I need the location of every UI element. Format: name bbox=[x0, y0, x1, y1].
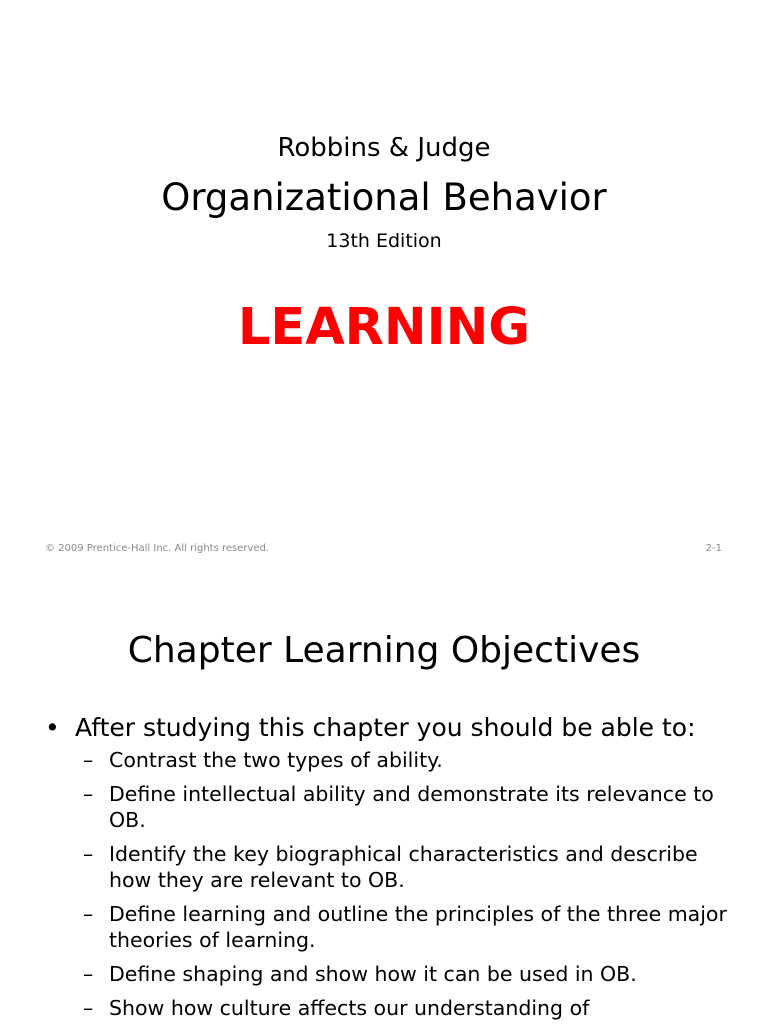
dash-icon: – bbox=[83, 782, 94, 806]
dash-icon: – bbox=[83, 842, 94, 866]
list-item-text: Define intellectual ability and demonstrate its relevance to OB. bbox=[109, 782, 714, 832]
objectives-list bbox=[45, 712, 735, 1029]
list-item bbox=[83, 841, 735, 893]
list-item-text: Define learning and outline the principles of the three major theories of learning. bbox=[109, 902, 727, 952]
list-item bbox=[83, 961, 735, 987]
list-item-text: Contrast the two types of ability. bbox=[109, 748, 443, 772]
objective-items bbox=[45, 747, 735, 1021]
objectives-title: Chapter Learning Objectives bbox=[127, 630, 641, 671]
copyright-notice: © 2009 Prentice-Hall Inc. All rights reserved. bbox=[45, 543, 270, 554]
edition-label: 13th Edition bbox=[326, 230, 442, 252]
bullet-icon: • bbox=[45, 713, 60, 742]
dash-icon: – bbox=[83, 902, 94, 926]
authors: Robbins & Judge bbox=[277, 133, 491, 163]
slide-number: 2-1 bbox=[705, 543, 722, 554]
intro-text: After studying this chapter you should be able to: bbox=[75, 713, 696, 742]
dash-icon: – bbox=[83, 996, 94, 1020]
intro-bullet bbox=[45, 712, 735, 744]
list-item bbox=[83, 901, 735, 953]
list-item bbox=[83, 995, 735, 1021]
book-title: Organizational Behavior bbox=[161, 176, 607, 219]
list-item-text: Define shaping and show how it can be used in OB. bbox=[109, 962, 637, 986]
dash-icon: – bbox=[83, 748, 94, 772]
list-item-text: Identify the key biographical characteristics and describe how they are relevant to OB. bbox=[109, 842, 698, 892]
chapter-title: LEARNING bbox=[237, 298, 531, 357]
dash-icon: – bbox=[83, 962, 94, 986]
list-item-text: Show how culture affects our understanding of bbox=[109, 996, 590, 1020]
list-item bbox=[83, 747, 735, 773]
list-item bbox=[83, 781, 735, 833]
